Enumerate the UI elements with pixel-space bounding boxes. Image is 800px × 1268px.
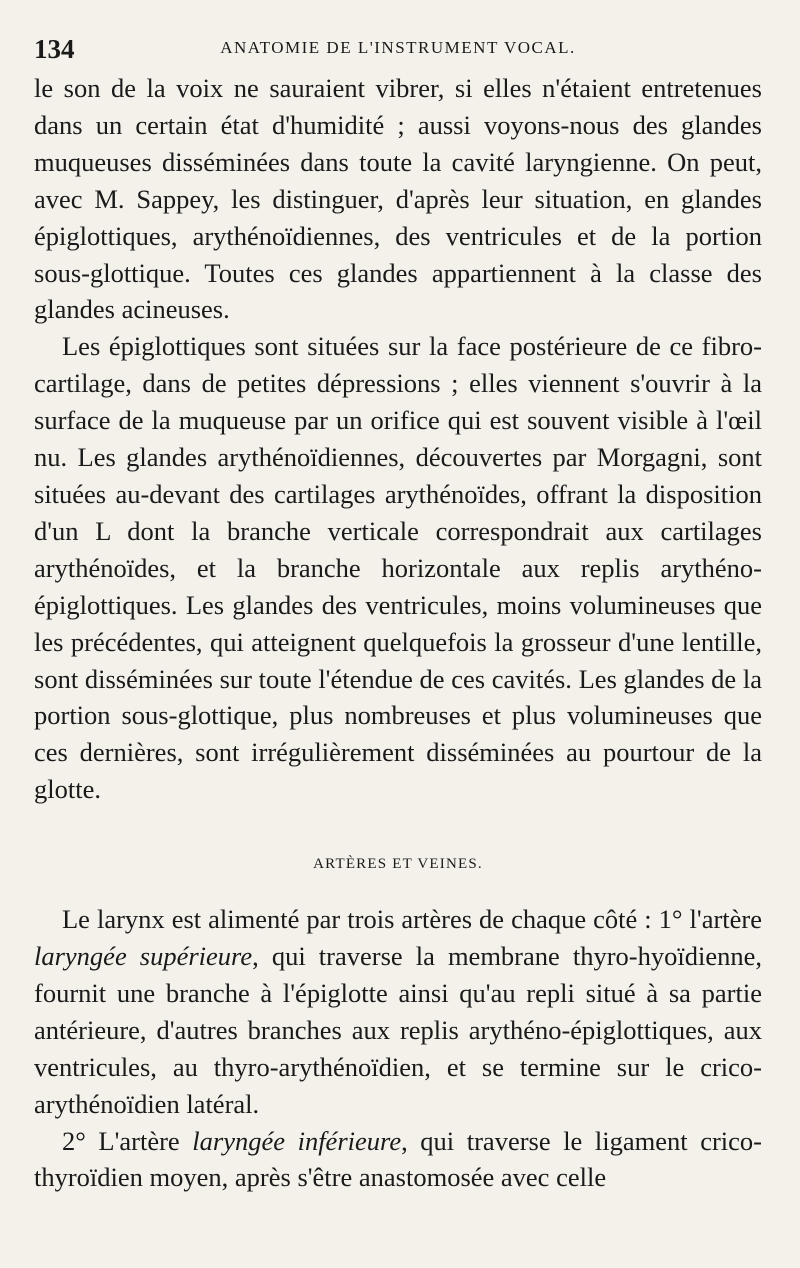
- running-title: ANATOMIE DE L'INSTRUMENT VOCAL.: [220, 38, 576, 57]
- artery-name: laryngée inférieure: [192, 1125, 402, 1156]
- paragraph-text: Le larynx est alimenté par trois artères de chaque côté : 1° l'artère: [62, 904, 762, 935]
- paragraph-glandes-detail: Les épiglottiques sont situées sur la face postérieure de ce fibro-cartilage, dans de petites dépressions ; elles viennent s'ouvrir à la surface de la muqueuse par un orifice qui est souvent visible à l'œil nu. Les glandes arythénoïdiennes, découvertes par Morgagni, sont situées au-devant des cartilages arythénoïdes, offrant la disposition d'un L dont la branche verticale correspondrait aux cartilages arythénoïdes, et la branche horizontale aux replis arythéno-épiglottiques. Les glandes des ventricules, moins volumineuses que les précédentes, qui atteignent quelquefois la grosseur d'une lentille, sont disséminées sur toute l'étendue de ces cavités. Les glandes de la portion sous-glottique, plus nombreuses et plus volumineuses que ces dernières, sont irrégulièrement disséminées au pourtour de la glotte.: [34, 331, 762, 805]
- paragraph-text: , qui traverse le ligament crico-thyroïdien moyen, après s'être anastomosée avec celle: [34, 1125, 762, 1193]
- paragraph-arteres-1: [34, 901, 762, 1122]
- running-head: [34, 30, 762, 70]
- page-number: 134: [34, 34, 75, 64]
- paragraph-text: , qui traverse la membrane thyro-hyoïdienne, fournit une branche à l'épiglotte ainsi qu'au repli situé à sa partie antérieure, d'autres branches aux replis arythéno-épiglottiques, aux ventricules, au thyro-arythénoïdien, et se termine sur le crico-arythénoïdien latéral.: [34, 941, 762, 1119]
- paragraph-text: 2° L'artère: [62, 1125, 193, 1156]
- section-heading: ARTÈRES ET VEINES.: [313, 856, 483, 873]
- paragraph-arteres-2: [34, 1123, 762, 1197]
- artery-name: laryngée supérieure: [34, 941, 253, 972]
- paragraph-glandes-intro: le son de la voix ne sauraient vibrer, si elles n'étaient entretenues dans un certain état d'humidité ; aussi voyons-nous des glandes muqueuses disséminées dans toute la cavité laryngienne. On peut, avec M. Sappey, les distinguer, d'après leur situation, en glandes épiglottiques, arythénoïdiennes, des ventricules et de la portion sous-glottique. Toutes ces glandes appartiennent à la classe des glandes acineuses.: [34, 73, 762, 325]
